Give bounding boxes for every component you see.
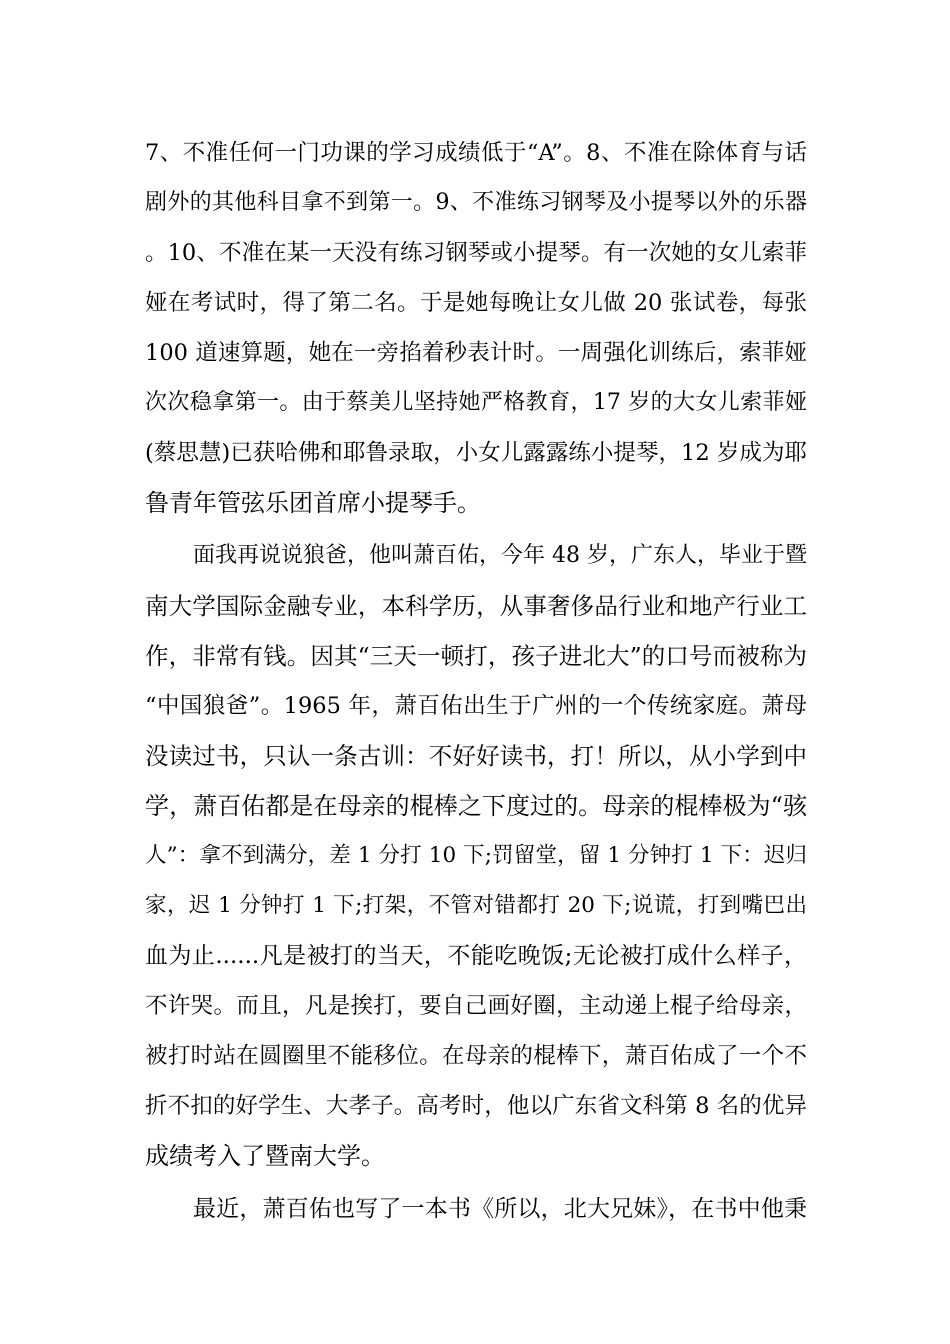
text-line: 人”：拿不到满分，差 1 分打 10 下;罚留堂，留 1 分钟打 1 下：迟归 xyxy=(145,843,807,868)
text-line: (蔡思慧)已获哈佛和耶鲁录取，小女儿露露练小提琴，12 岁成为耶 xyxy=(145,440,807,466)
text-line: 鲁青年管弦乐团首席小提琴手。 xyxy=(145,489,481,517)
text-line: 折不扣的好学生、大孝子。高考时，他以广东省文科第 8 名的优异 xyxy=(145,1093,807,1119)
paragraph-wolf-dad xyxy=(145,531,807,1181)
text-line: 南大学国际金融专业，本科学历，从事奢侈品行业和地产行业工 xyxy=(145,592,807,620)
paragraph-book xyxy=(145,1184,807,1234)
text-line: 家，迟 1 分钟打 1 下;打架，不管对错都打 20 下;说谎，打到嘴巴出 xyxy=(145,893,807,918)
text-line: 100 道速算题，她在一旁掐着秒表计时。一周强化训练后，索菲娅 xyxy=(145,340,807,366)
text-line: 娅在考试时，得了第二名。于是她每晚让女儿做 20 张试卷，每张 xyxy=(145,290,807,316)
text-line: 作，非常有钱。因其“三天一顿打，孩子进北大”的口号而被称为 xyxy=(145,642,807,670)
document-body xyxy=(145,128,807,1234)
text-line: 不许哭。而且，凡是挨打，要自己画好圈，主动递上棍子给母亲， xyxy=(145,993,807,1019)
text-line: 成绩考入了暨南大学。 xyxy=(145,1142,385,1170)
text-line: 被打时站在圆圈里不能移位。在母亲的棍棒下，萧百佑成了一个不 xyxy=(145,1043,807,1069)
text-line: 剧外的其他科目拿不到第一。9、不准练习钢琴及小提琴以外的乐器 xyxy=(145,190,807,215)
text-line: 面我再说说狼爸，他叫萧百佑，今年 48 岁，广东人，毕业于暨 xyxy=(193,543,807,568)
text-line: 血为止......凡是被打的当天，不能吃晚饭;无论被打成什么样子， xyxy=(145,943,807,969)
text-line: 最近，萧百佑也写了一本书《所以，北大兄妹》，在书中他秉 xyxy=(193,1196,807,1222)
text-line: 学，萧百佑都是在母亲的棍棒之下度过的。母亲的棍棒极为“骇 xyxy=(145,792,807,820)
text-line: 。10、不准在某一天没有练习钢琴或小提琴。有一次她的女儿索菲 xyxy=(145,240,807,266)
paragraph-tiger-mom-rules xyxy=(145,128,807,528)
text-line: 次次稳拿第一。由于蔡美儿坚持她严格教育，17 岁的大女儿索菲娅 xyxy=(145,390,807,415)
text-line: 7、不准任何一门功课的学习成绩低于“A”。8、不准在除体育与话 xyxy=(145,140,807,166)
text-line: 没读过书，只认一条古训：不好好读书，打！所以，从小学到中 xyxy=(145,742,807,770)
text-line: “中国狼爸”。1965 年，萧百佑出生于广州的一个传统家庭。萧母 xyxy=(145,693,807,719)
